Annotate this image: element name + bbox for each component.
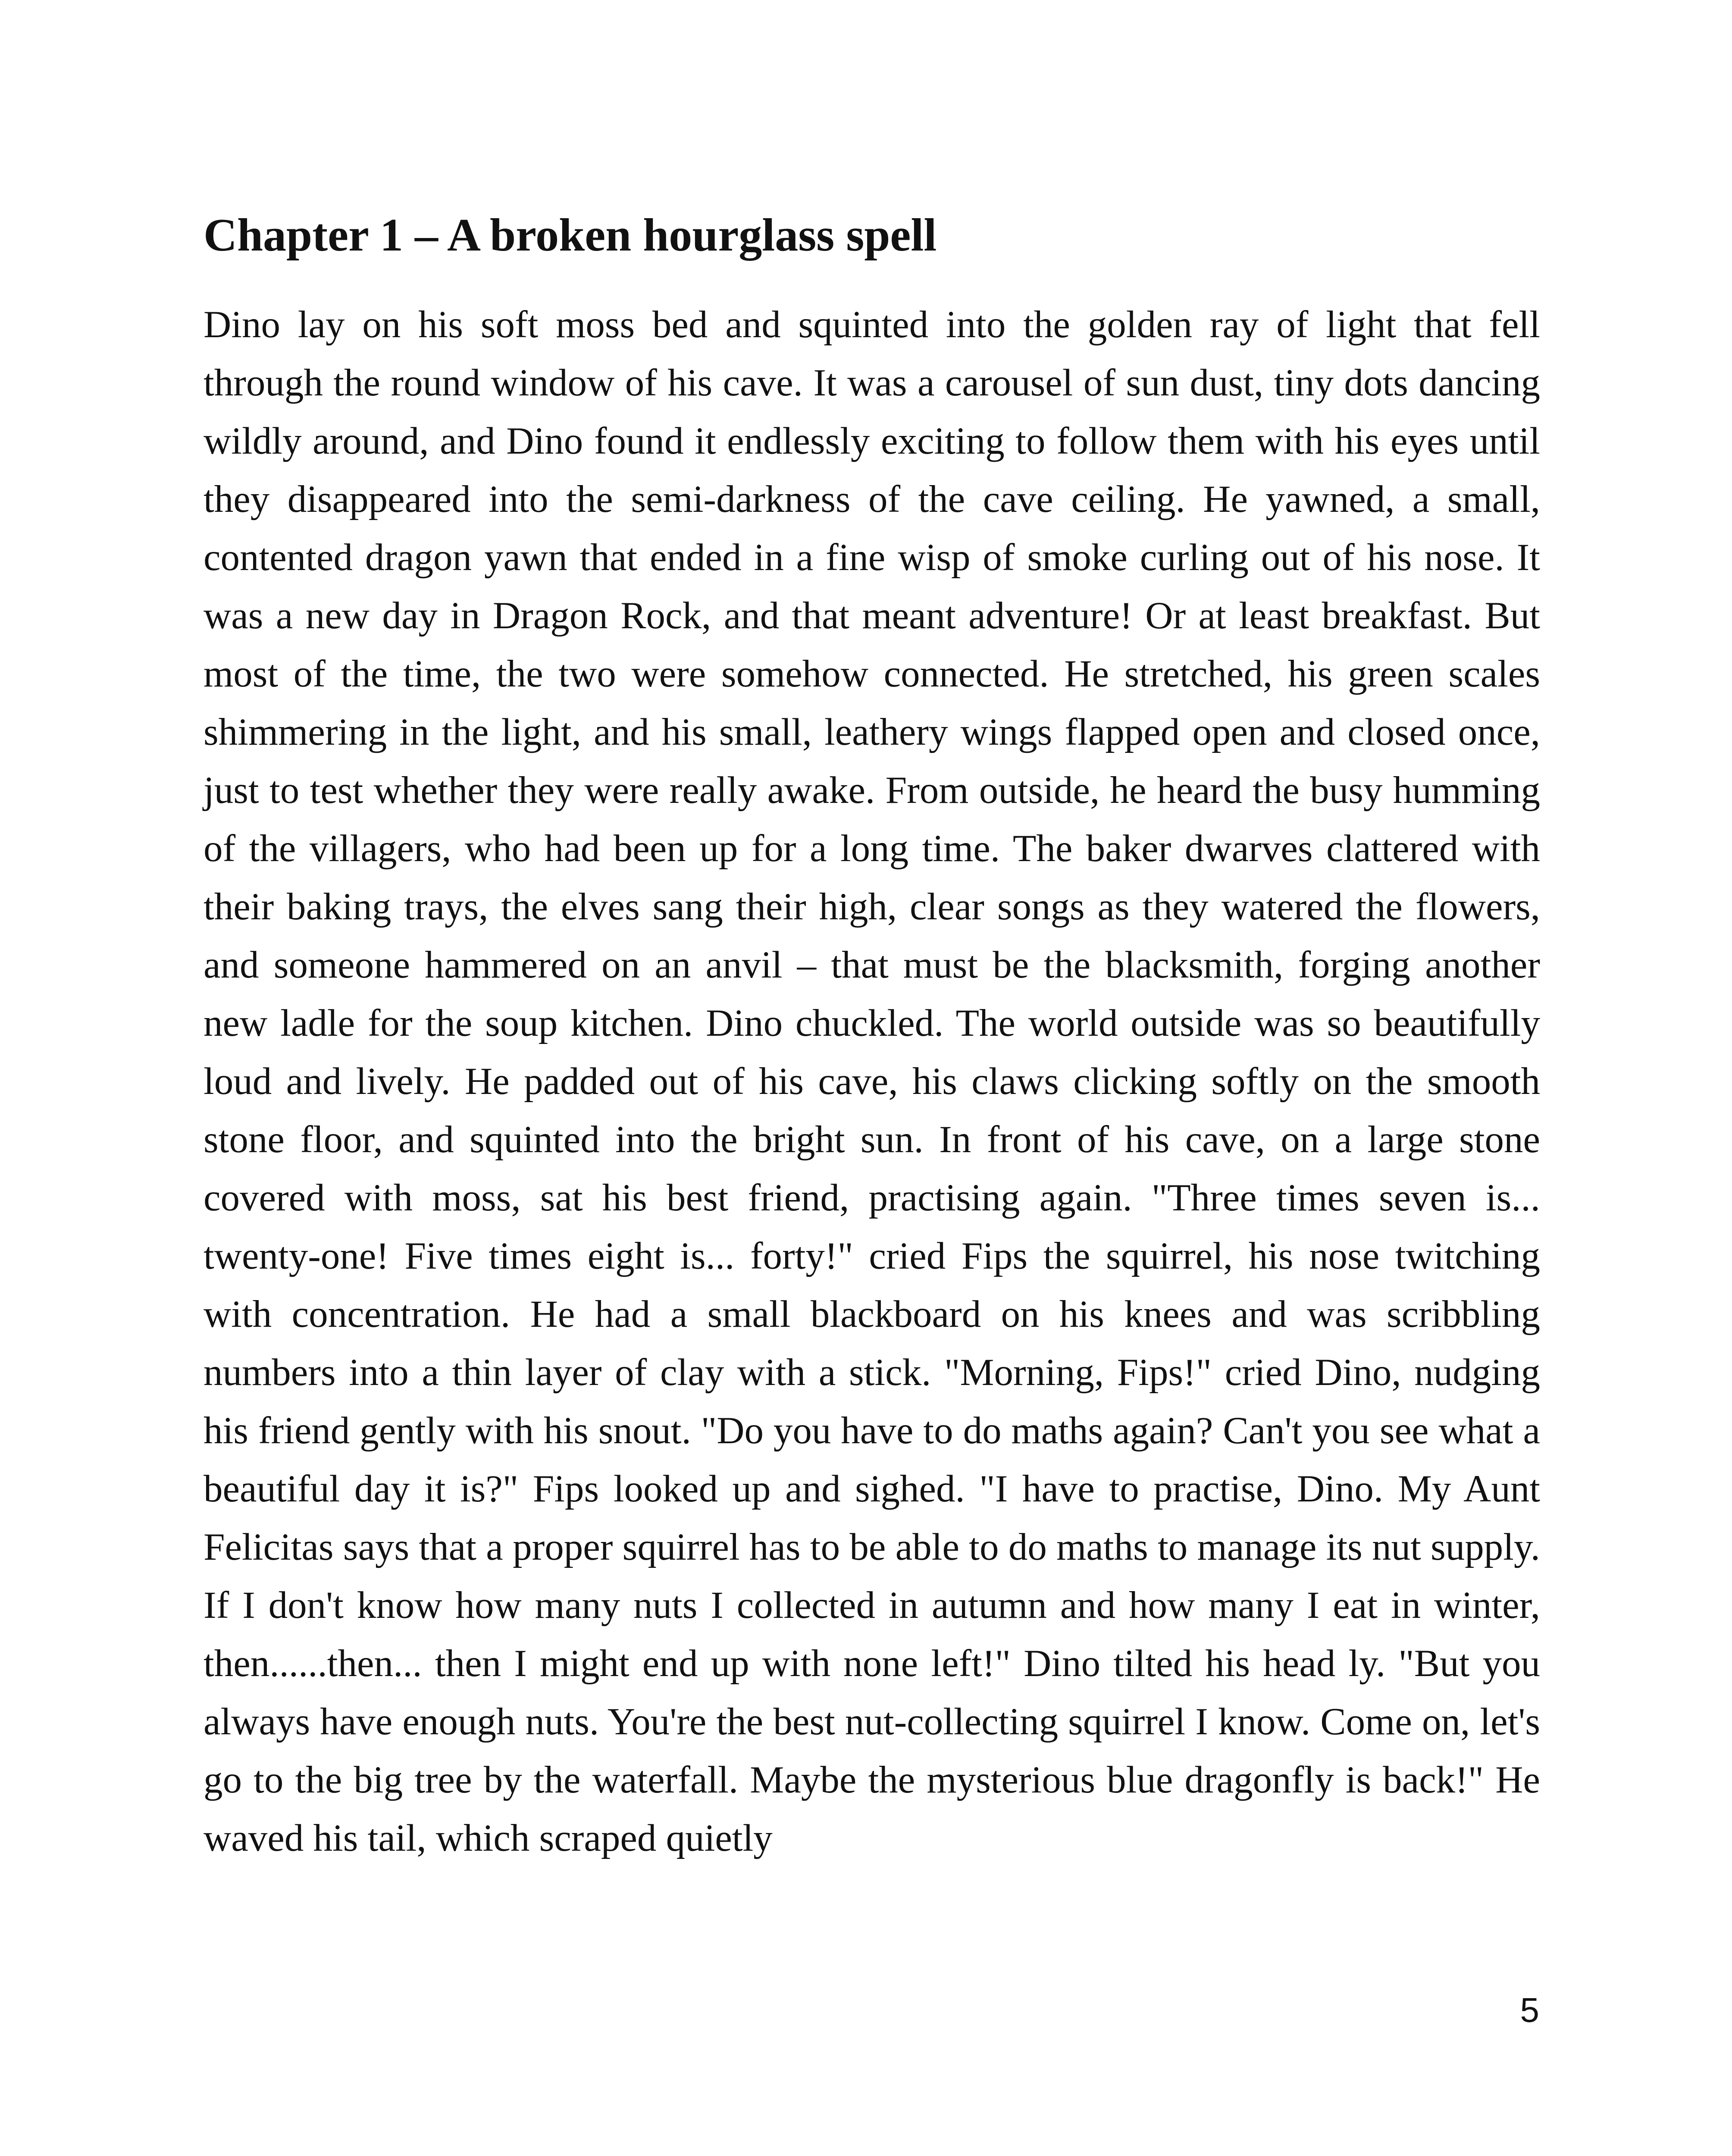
chapter-body-paragraph: Dino lay on his soft moss bed and squinted into the golden ray of light that fell through the round window of his cave. It was a carousel of sun dust, tiny dots dancing wildly around, and Dino found it endlessly exciting to follow them with his eyes until they disappeared into the semi-darkness of the cave ceiling. He yawned, a small, contented dragon yawn that ended in a fine wisp of smoke curling out of his nose. It was a new day in Dragon Rock, and that meant adventure! Or at least breakfast. But most of the time, the two were somehow connected. He stretched, his green scales shimmering in the light, and his small, leathery wings flapped open and closed once, just to test whether they were really awake. From outside, he heard the busy humming of the villagers, who had been up for a long time. The baker dwarves clattered with their baking trays, the elves sang their high, clear songs as they watered the flowers, and someone hammered on an anvil – that must be the blacksmith, forging another new ladle for the soup kitchen. Dino chuckled. The world outside was so beautifully loud and lively. He padded out of his cave, his claws clicking softly on the smooth stone floor, and squinted into the bright sun. In front of his cave, on a large stone covered with moss, sat his best friend, practising again. "Three times seven is... twenty-one! Five times eight is... forty!" cried Fips the squirrel, his nose twitching with concentration. He had a small blackboard on his knees and was scribbling numbers into a thin layer of clay with a stick. "Morning, Fips!" cried Dino, nudging his friend gently with his snout. "Do you have to do maths again? Can't you see what a beautiful day it is?" Fips looked up and sighed. "I have to practise, Dino. My Aunt Felicitas says that a proper squirrel has to be able to do maths to manage its nut supply. If I don't know how many nuts I collected in autumn and how many I eat in winter, then......then... then I might end up with none left!" Dino tilted his head ly. "But you always have enough nuts. You're the best nut-collecting squirrel I know. Come on, let's go to the big tree by the waterfall. Maybe the mysterious blue dragonfly is back!" He waved his tail, which scraped quietly [204, 304, 1540, 1859]
page-number: 5 [1520, 1991, 1539, 2029]
chapter-title: Chapter 1 – A broken hourglass spell [204, 210, 937, 261]
